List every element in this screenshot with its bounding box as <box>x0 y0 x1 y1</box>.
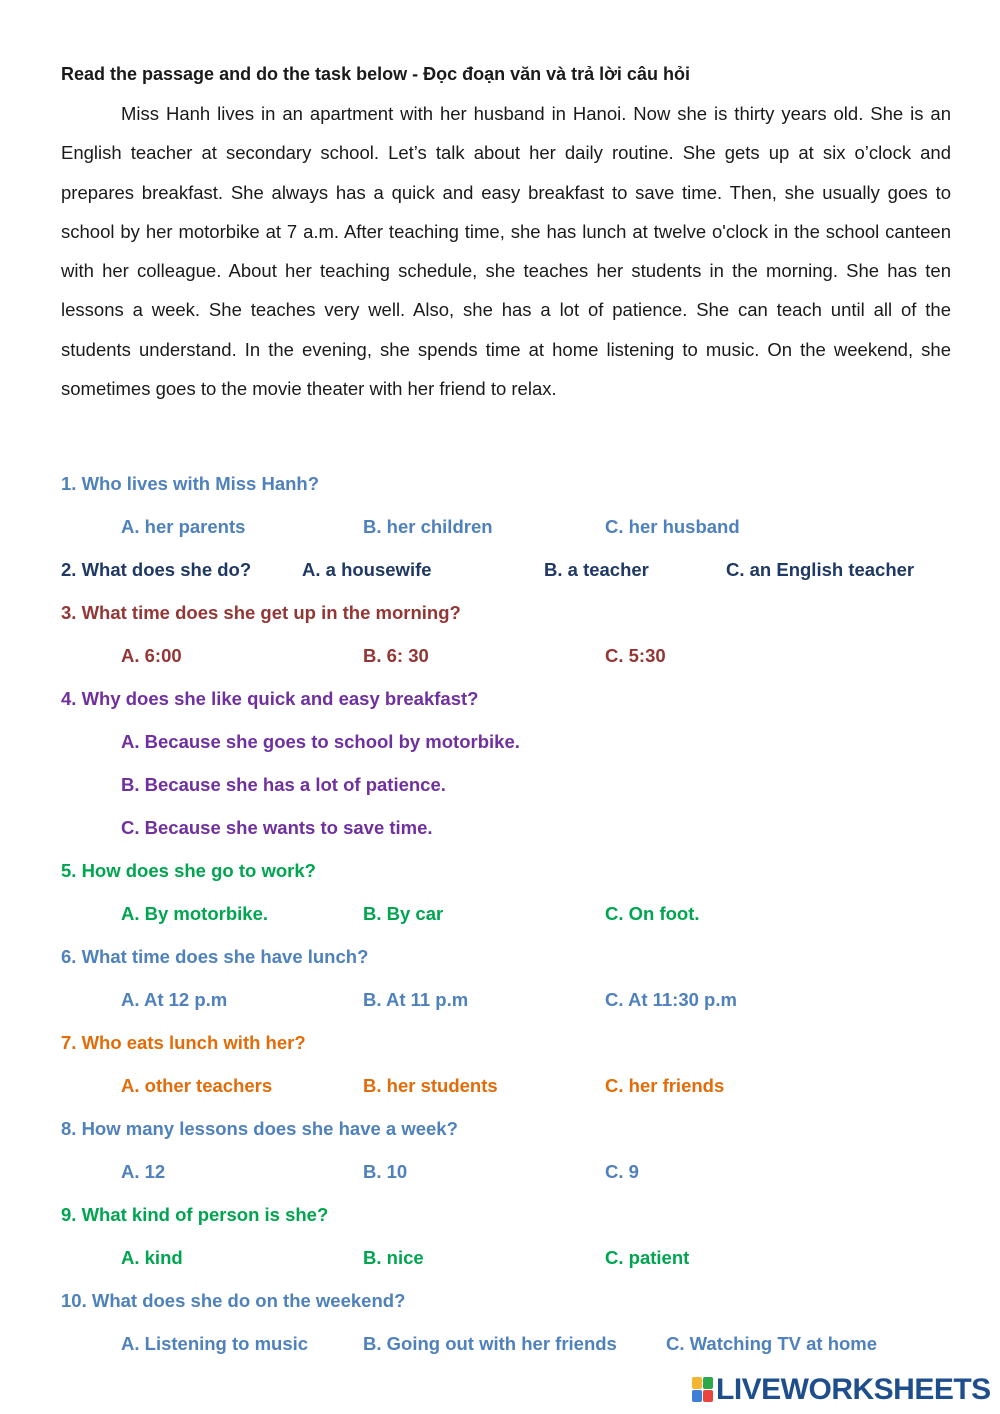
question-7-option-a[interactable]: A. other teachers <box>121 1075 273 1096</box>
question-1: 1. Who lives with Miss Hanh? <box>61 473 320 494</box>
question-10-option-c[interactable]: C. Watching TV at home <box>666 1333 878 1354</box>
question-4-option-b-row <box>61 763 961 806</box>
logo-text: LIVEWORKSHEETS <box>716 1373 991 1406</box>
question-4-option-a-row <box>61 720 961 763</box>
question-9-option-b[interactable]: B. nice <box>363 1247 424 1268</box>
worksheet-content <box>61 60 951 408</box>
question-7-option-c[interactable]: C. her friends <box>605 1075 725 1096</box>
question-5-options <box>61 892 961 935</box>
page-title: Read the passage and do the task below - Đọc đoạn văn và trả lời câu hỏi <box>61 64 690 84</box>
question-4: 4. Why does she like quick and easy breakfast? <box>61 688 479 709</box>
question-3-options <box>61 634 961 677</box>
question-9-options <box>61 1236 961 1279</box>
question-5-option-a[interactable]: A. By motorbike. <box>121 903 268 924</box>
liveworksheets-logo[interactable] <box>692 1373 991 1407</box>
question-8-option-c[interactable]: C. 9 <box>605 1161 639 1182</box>
question-7: 7. Who eats lunch with her? <box>61 1032 306 1053</box>
question-1-option-c[interactable]: C. her husband <box>605 516 740 537</box>
question-5-option-b[interactable]: B. By car <box>363 903 444 924</box>
question-6-option-c[interactable]: C. At 11:30 p.m <box>605 989 737 1010</box>
question-3: 3. What time does she get up in the morning? <box>61 602 461 623</box>
question-8-option-b[interactable]: B. 10 <box>363 1161 408 1182</box>
liveworksheets-logo-icon <box>692 1377 714 1403</box>
question-4-option-c-row <box>61 806 961 849</box>
question-2-option-c[interactable]: C. an English teacher <box>726 559 915 580</box>
question-1-option-b[interactable]: B. her children <box>363 516 493 537</box>
question-6-options <box>61 978 961 1021</box>
reading-passage: Miss Hanh lives in an apartment with her husband in Hanoi. Now she is thirty years old. She is an English teacher at secondary school. Let’s talk about her daily routine. She gets up at six o’clock and prepares breakfast. She always has a quick and easy breakfast to save time. Then, she usually goes to school by her motorbike at 7 a.m. After teaching time, she has lunch at twelve o'clock in the school canteen with her colleague. About her teaching schedule, she teaches her students in the morning. She has ten lessons a week. She teaches very well. Also, she has a lot of patience. She can teach until all of the students understand. In the evening, she spends time at home listening to music. On the weekend, she sometimes goes to the movie theater with her friend to relax. <box>61 103 951 400</box>
question-8: 8. How many lessons does she have a week? <box>61 1118 458 1139</box>
question-9-option-a[interactable]: A. kind <box>121 1247 183 1268</box>
question-4-option-c[interactable]: C. Because she wants to save time. <box>121 817 433 838</box>
question-9: 9. What kind of person is she? <box>61 1204 329 1225</box>
question-6: 6. What time does she have lunch? <box>61 946 369 967</box>
question-3-option-b[interactable]: B. 6: 30 <box>363 645 429 666</box>
question-1-options <box>61 505 961 548</box>
question-10-options <box>61 1322 961 1365</box>
question-6-option-b[interactable]: B. At 11 p.m <box>363 989 469 1010</box>
question-2-option-a[interactable]: A. a housewife <box>302 559 432 580</box>
question-6-option-a[interactable]: A. At 12 p.m <box>121 989 228 1010</box>
question-10-option-b[interactable]: B. Going out with her friends <box>363 1333 617 1354</box>
question-8-options <box>61 1150 961 1193</box>
question-10-option-a[interactable]: A. Listening to music <box>121 1333 309 1354</box>
question-5: 5. How does she go to work? <box>61 860 316 881</box>
question-7-options <box>61 1064 961 1107</box>
question-8-option-a[interactable]: A. 12 <box>121 1161 166 1182</box>
question-2-row <box>61 548 961 591</box>
question-3-option-c[interactable]: C. 5:30 <box>605 645 666 666</box>
question-3-option-a[interactable]: A. 6:00 <box>121 645 182 666</box>
question-5-option-c[interactable]: C. On foot. <box>605 903 700 924</box>
question-10: 10. What does she do on the weekend? <box>61 1290 406 1311</box>
question-2-option-b[interactable]: B. a teacher <box>544 559 649 580</box>
question-1-option-a[interactable]: A. her parents <box>121 516 246 537</box>
question-2: 2. What does she do? <box>61 559 252 580</box>
question-7-option-b[interactable]: B. her students <box>363 1075 498 1096</box>
question-list <box>61 462 961 1365</box>
question-4-option-b[interactable]: B. Because she has a lot of patience. <box>121 774 446 795</box>
question-9-option-c[interactable]: C. patient <box>605 1247 690 1268</box>
question-4-option-a[interactable]: A. Because she goes to school by motorbike. <box>121 731 520 752</box>
